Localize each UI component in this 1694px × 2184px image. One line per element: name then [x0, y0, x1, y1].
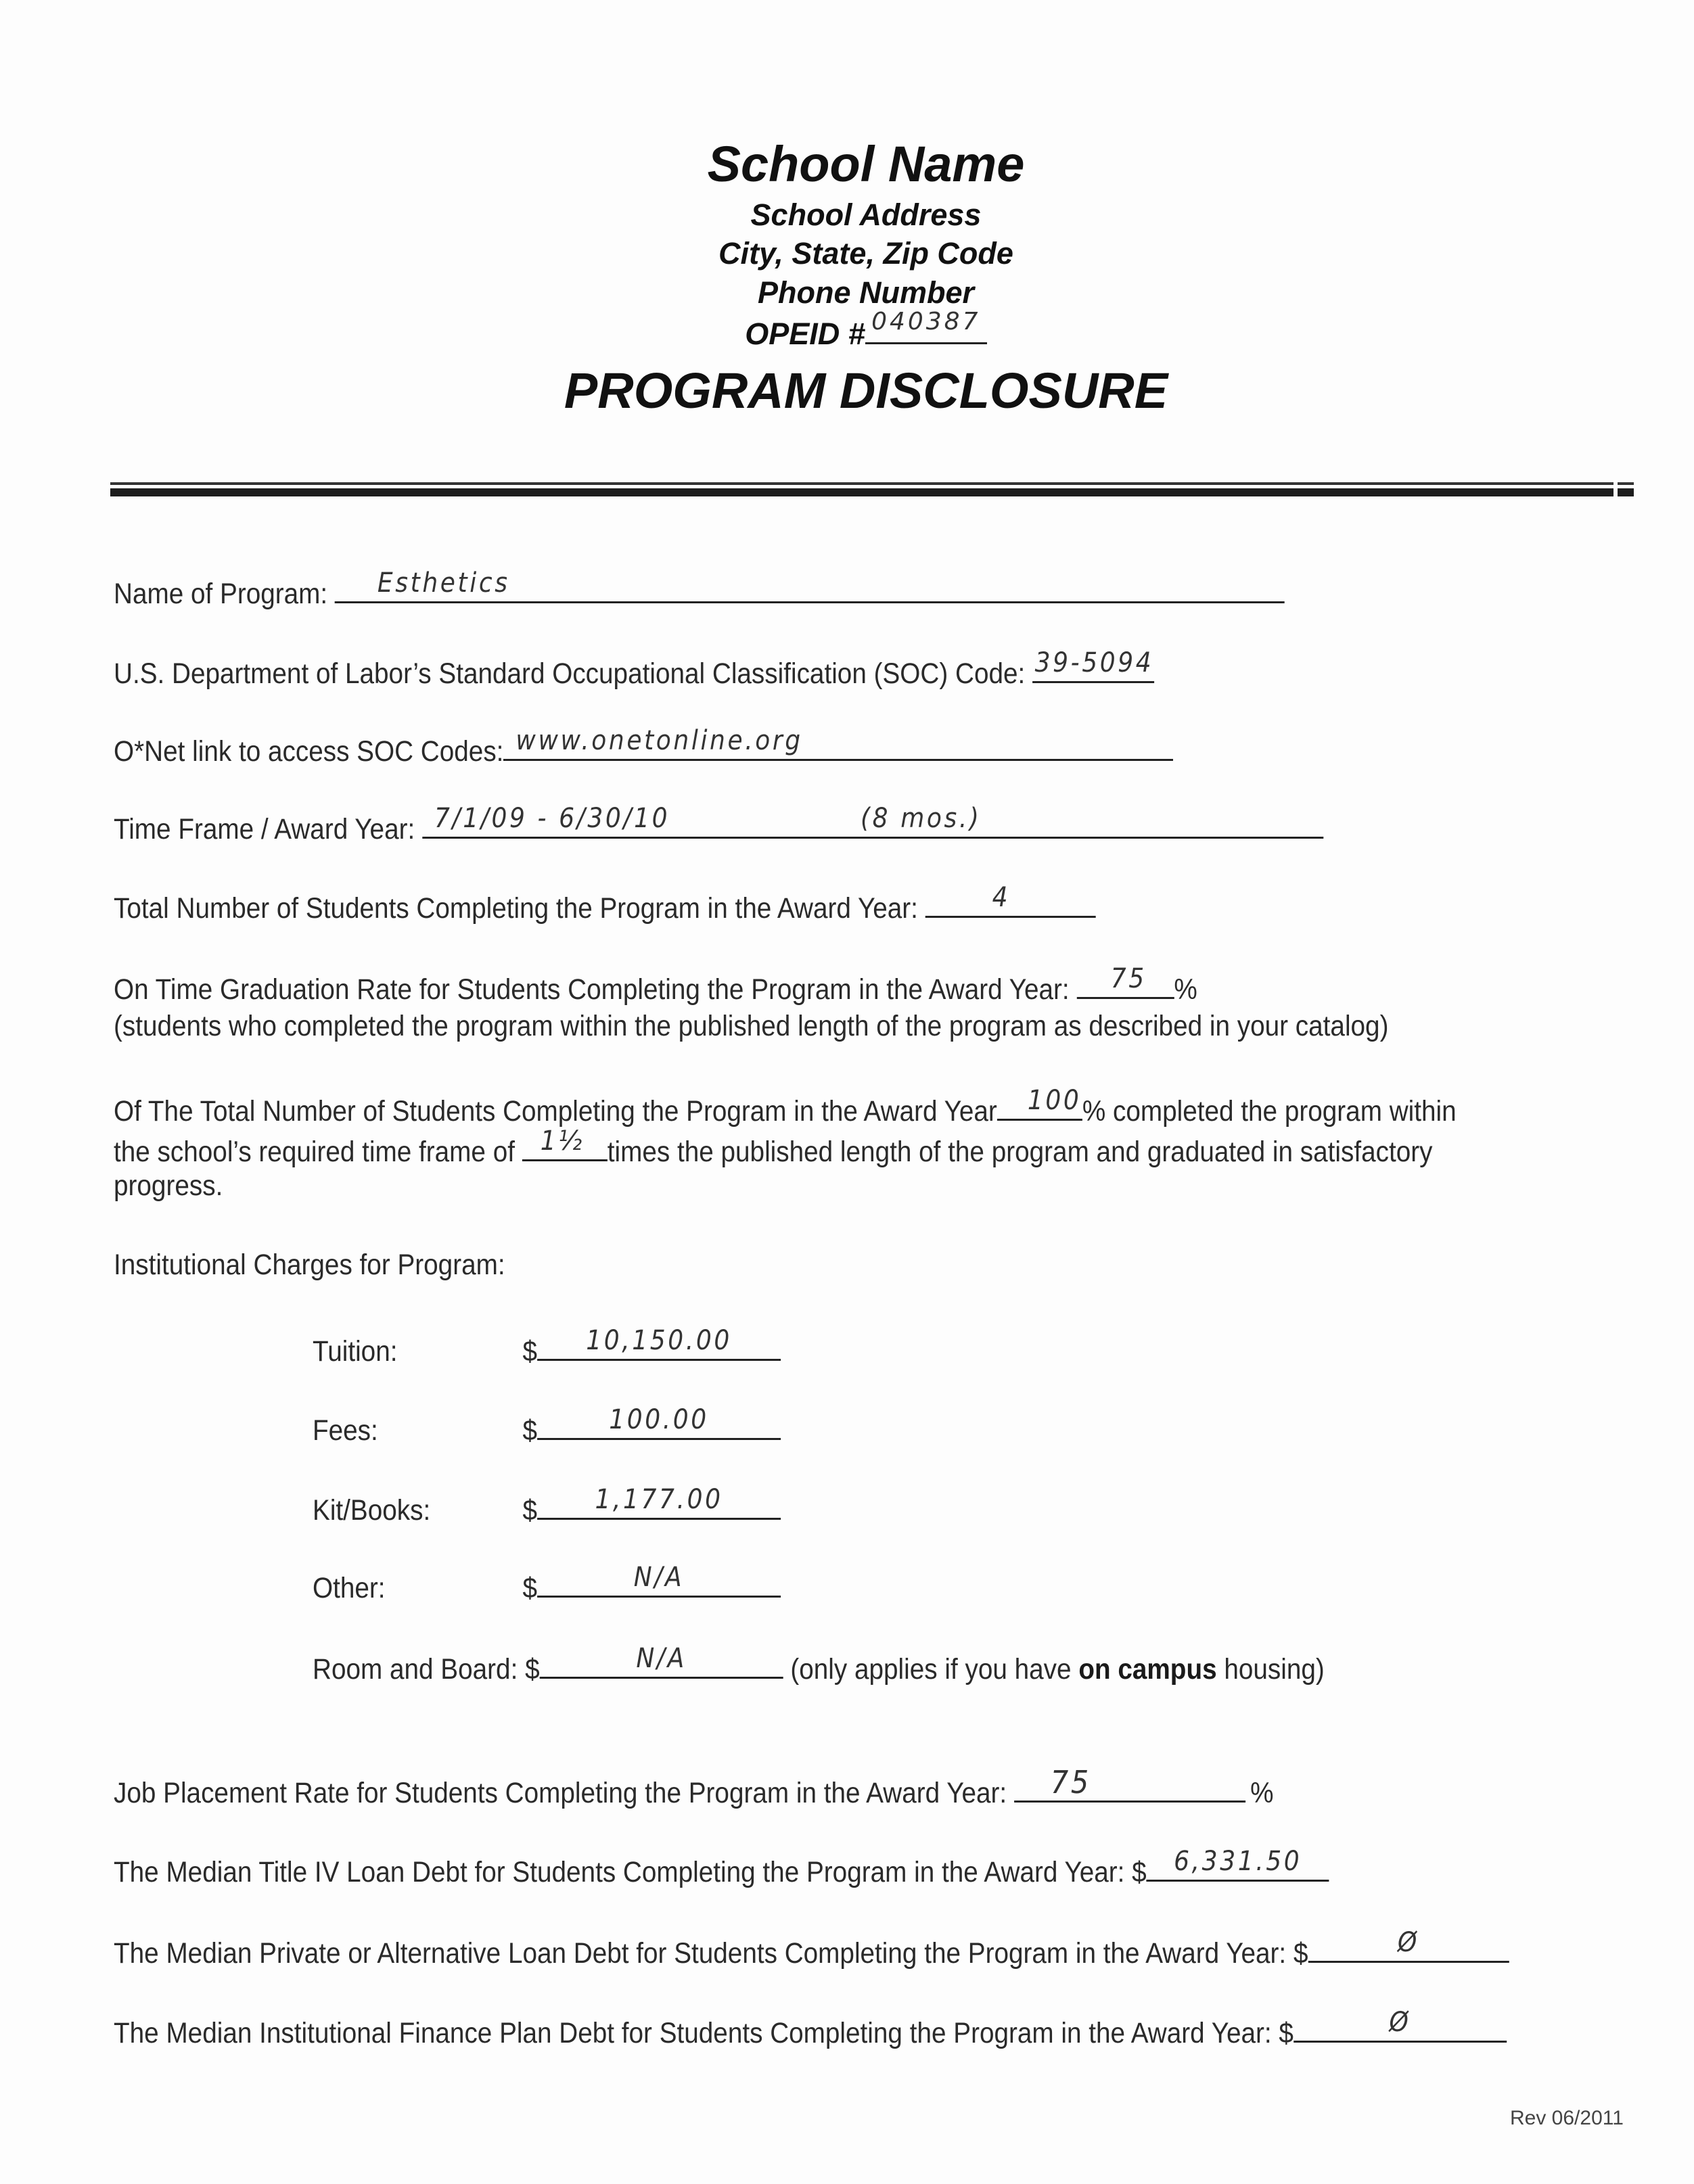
completion-line2-end: times the published length of the program and graduated in satisfactory [607, 1136, 1433, 1168]
charge-row-fees [313, 1404, 781, 1447]
soc-code-label: U.S. Department of Labor’s Standard Occupational Classification (SOC) Code: [114, 657, 1026, 690]
tuition-value: 10,150.00 [586, 1325, 732, 1356]
room-board-label: Room and Board: $ [313, 1653, 540, 1686]
onet-row [114, 725, 1173, 768]
private-debt-row [114, 1927, 1509, 1970]
room-board-note [790, 1653, 1324, 1686]
room-board-note-start: (only applies if you have [790, 1653, 1079, 1686]
header-rule-thick [110, 488, 1634, 496]
on-time-rate-value: 75 [1110, 963, 1147, 994]
currency-symbol: $ [522, 1494, 538, 1527]
on-time-rate-field[interactable] [1076, 963, 1174, 999]
currency-symbol: $ [522, 1335, 538, 1368]
other-value: N/A [633, 1562, 685, 1593]
onet-label: O*Net link to access SOC Codes: [114, 735, 504, 768]
job-placement-field[interactable] [1014, 1764, 1245, 1803]
opeid-label: OPEID # [745, 317, 865, 351]
time-frame-row [114, 803, 1323, 846]
total-students-row [114, 882, 1096, 925]
completion-line-2 [114, 1125, 1433, 1169]
on-time-rate-label: On Time Graduation Rate for Students Completing the Program in the Award Year: [114, 973, 1070, 1006]
school-address: School Address [750, 198, 982, 232]
title-iv-debt-row [114, 1846, 1329, 1889]
completion-label-start: Of The Total Number of Students Completing the Program in the Award Year [114, 1095, 997, 1128]
program-name-value: Esthetics [377, 567, 510, 599]
times-field[interactable] [522, 1125, 608, 1161]
on-time-rate-note: (students who completed the program within the published length of the program as described in your catalog) [114, 1010, 1389, 1042]
charges-heading: Institutional Charges for Program: [114, 1249, 505, 1281]
total-students-value: 4 [992, 882, 1011, 913]
job-placement-value: 75 [1050, 1764, 1091, 1800]
kit-books-value: 1,177.00 [595, 1484, 723, 1515]
job-placement-row [114, 1764, 1274, 1810]
kit-books-field[interactable] [537, 1484, 781, 1520]
charge-label: Fees: [313, 1414, 378, 1447]
onet-value: www.onetonline.org [516, 725, 803, 756]
other-field[interactable] [537, 1562, 781, 1598]
currency-symbol: $ [522, 1572, 538, 1604]
job-placement-unit: % [1250, 1777, 1274, 1809]
onet-field[interactable] [503, 725, 1173, 761]
private-debt-label: The Median Private or Alternative Loan Debt for Students Completing the Program in the Award Year: $ [114, 1937, 1308, 1970]
city-state-zip: City, State, Zip Code [718, 236, 1013, 271]
on-time-rate-row [114, 963, 1197, 1006]
time-frame-field[interactable] [422, 803, 1323, 839]
charge-row-tuition [313, 1325, 781, 1368]
school-name: School Name [707, 136, 1025, 192]
soc-code-row [114, 647, 1154, 691]
charge-row-kit-books [313, 1484, 781, 1527]
total-students-field[interactable] [925, 882, 1096, 918]
completion-line-1 [114, 1085, 1457, 1128]
charge-label: Tuition: [313, 1335, 398, 1368]
rule-break [1613, 480, 1618, 499]
completion-percent-value: 100 [1027, 1085, 1082, 1116]
time-frame-label: Time Frame / Award Year: [114, 813, 415, 845]
institutional-debt-value: Ø [1389, 2007, 1411, 2038]
fees-field[interactable] [537, 1404, 781, 1440]
soc-code-field[interactable] [1032, 647, 1154, 683]
private-debt-field[interactable] [1308, 1927, 1509, 1963]
tuition-field[interactable] [537, 1325, 781, 1361]
time-frame-value: 7/1/09 - 6/30/10 [434, 803, 670, 834]
opeid-field[interactable] [865, 308, 987, 344]
title-iv-debt-field[interactable] [1147, 1846, 1329, 1882]
revision-note: Rev 06/2011 [1510, 2107, 1624, 2129]
completion-line-3: progress. [114, 1169, 223, 1202]
program-name-label: Name of Program: [114, 578, 328, 610]
on-time-rate-unit: % [1174, 973, 1197, 1006]
institutional-debt-row [114, 2007, 1507, 2050]
charge-label: Other: [313, 1572, 386, 1604]
times-value: 1½ [540, 1125, 585, 1157]
soc-code-value: 39-5094 [1034, 647, 1154, 678]
total-students-label: Total Number of Students Completing the Program in the Award Year: [114, 892, 918, 925]
opeid-value: 040387 [871, 308, 981, 335]
program-name-row [114, 567, 1285, 611]
charge-row-room-board [313, 1643, 1325, 1686]
currency-symbol: $ [522, 1414, 538, 1447]
title-iv-debt-label: The Median Title IV Loan Debt for Students Completing the Program in the Award Year: $ [114, 1856, 1147, 1888]
phone-number: Phone Number [757, 275, 975, 310]
institutional-debt-field[interactable] [1294, 2007, 1507, 2043]
job-placement-label: Job Placement Rate for Students Completing the Program in the Award Year: [114, 1777, 1007, 1809]
time-frame-note: (8 mos.) [861, 803, 982, 834]
charge-label: Kit/Books: [313, 1494, 431, 1527]
opeid-line [0, 308, 1694, 353]
program-name-field[interactable] [335, 567, 1285, 603]
room-board-field[interactable] [540, 1643, 783, 1679]
header-rule-thin [110, 482, 1634, 485]
charge-row-other [313, 1562, 781, 1605]
fees-value: 100.00 [609, 1404, 709, 1435]
completion-line2-start: the school’s required time frame of [114, 1136, 515, 1168]
room-board-value: N/A [636, 1643, 687, 1674]
title-iv-debt-value: 6,331.50 [1174, 1846, 1302, 1877]
room-board-note-end: housing) [1216, 1653, 1325, 1686]
page-title: PROGRAM DISCLOSURE [564, 363, 1168, 419]
institutional-debt-label: The Median Institutional Finance Plan Debt for Students Completing the Program in the Award Year: $ [114, 2017, 1294, 2049]
room-board-note-bold: on campus [1078, 1653, 1217, 1686]
completion-label-mid: % completed the program within [1082, 1095, 1457, 1128]
completion-percent-field[interactable] [997, 1085, 1082, 1121]
private-debt-value: Ø [1397, 1927, 1419, 1958]
